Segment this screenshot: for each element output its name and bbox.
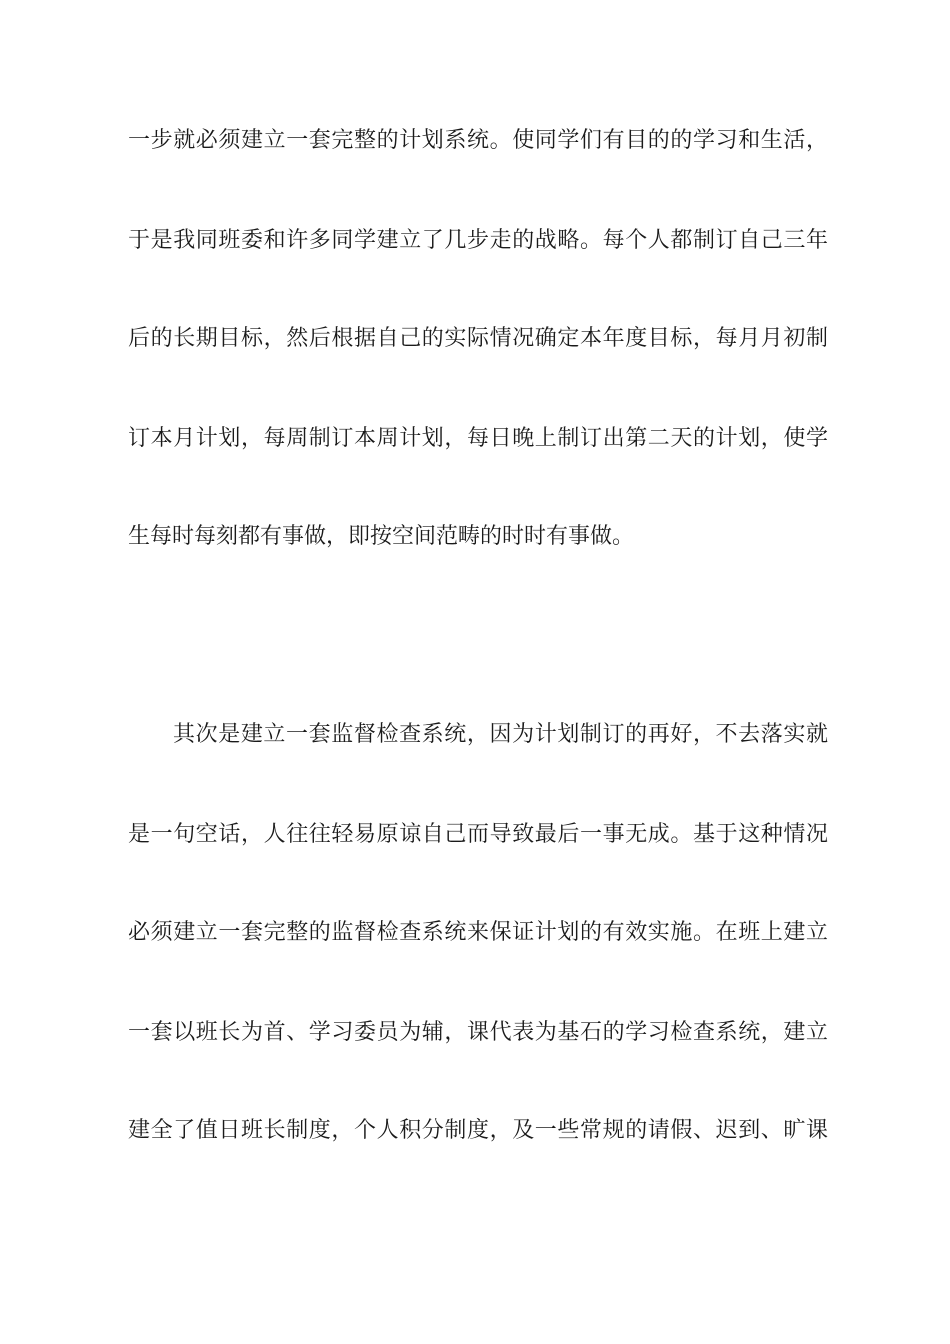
text-line: 必须建立一套完整的监督检查系统来保证计划的有效实施。在班上建立	[128, 920, 828, 945]
text-line: 建全了值日班长制度，个人积分制度，及一些常规的请假、迟到、旷课	[128, 1118, 828, 1143]
text-line: 一套以班长为首、学习委员为辅，课代表为基石的学习检查系统，建立	[128, 1020, 828, 1045]
text-line: 订本月计划，每周制订本周计划，每日晚上制订出第二天的计划，使学	[128, 426, 828, 451]
text-line: 生每时每刻都有事做，即按空间范畴的时时有事做。	[128, 524, 635, 549]
text-line: 一步就必须建立一套完整的计划系统。使同学们有目的的学习和生活，	[128, 128, 828, 153]
text-line: 后的长期目标，然后根据自己的实际情况确定本年度目标，每月月初制	[128, 326, 828, 351]
text-line: 是一句空话，人往往轻易原谅自己而导致最后一事无成。基于这种情况	[128, 822, 828, 847]
text-line: 其次是建立一套监督检查系统，因为计划制订的再好，不去落实就	[173, 722, 828, 747]
text-line: 于是我同班委和许多同学建立了几步走的战略。每个人都制订自己三年	[128, 228, 828, 253]
